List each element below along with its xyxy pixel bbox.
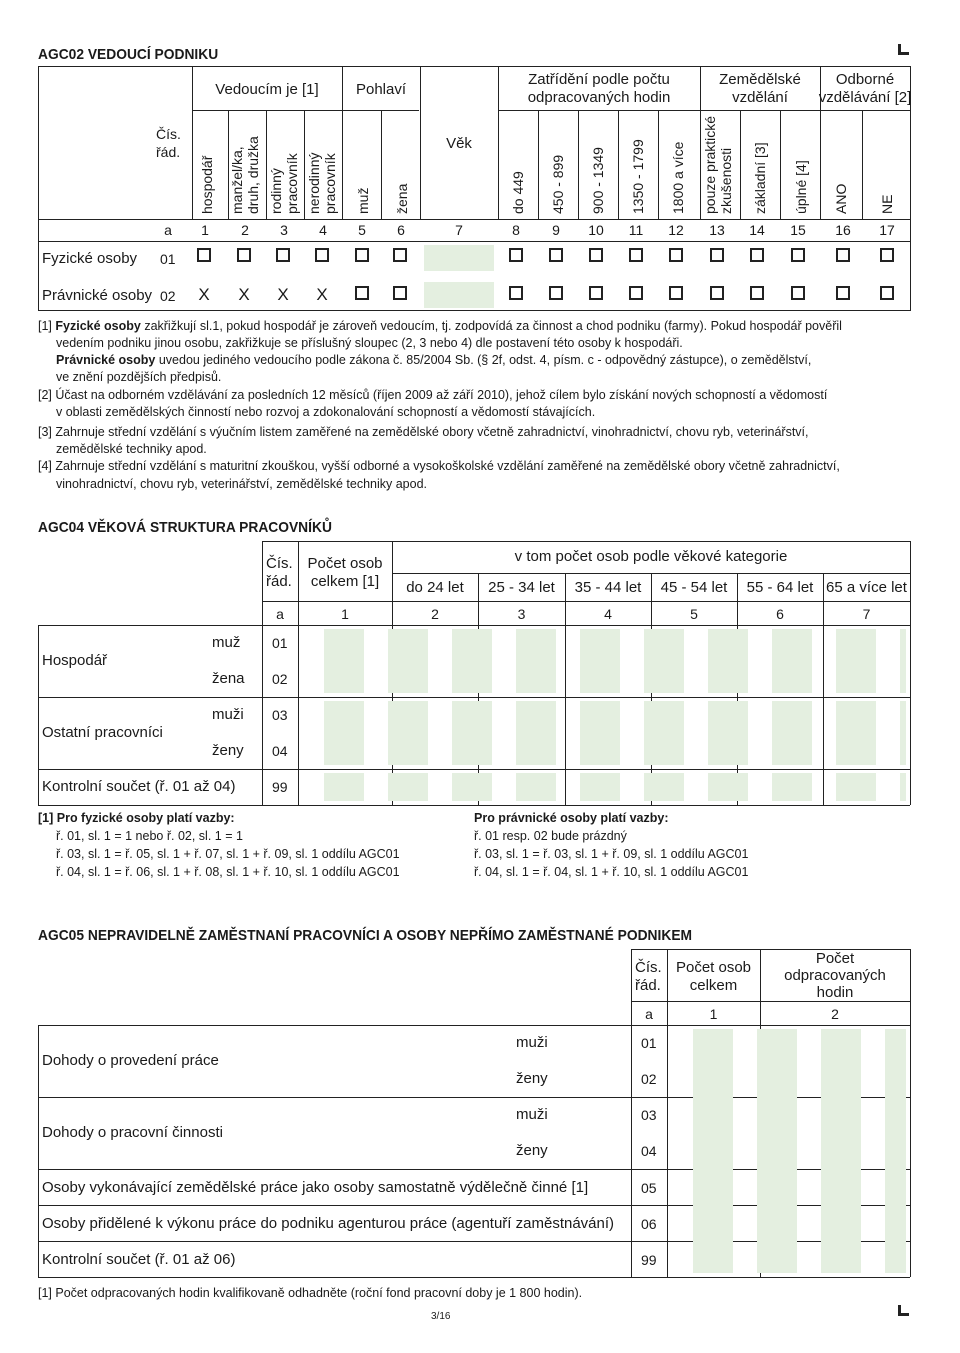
idx-1: 1 xyxy=(201,222,209,238)
agc05-cis-line1: Čís. xyxy=(635,959,662,976)
col-1350-1799: 1350 - 1799 xyxy=(630,139,646,214)
corner-mark-bottom xyxy=(898,1305,909,1316)
agc04-idx-a: a xyxy=(276,606,284,622)
note-1-line4: ve znění pozdějších předpisů. xyxy=(56,370,222,384)
idx-16: 16 xyxy=(835,222,851,238)
page-number: 3/16 xyxy=(431,1311,451,1322)
agc04-pra-title: Pro právnické osoby platí vazby: xyxy=(474,811,669,825)
note-2-line2: v oblasti zemědělských činností nebo rozvoj a zdokonalování schopností a vědomostí stávajících. xyxy=(56,405,596,419)
agc05-title: AGC05 NEPRAVIDELNĚ ZAMĚSTNANÍ PRACOVNÍCI A OSOBY NEPŘÍMO ZAMĚSTNANÉ PODNIKEM xyxy=(38,927,693,944)
checkbox-r02-c5[interactable] xyxy=(355,286,369,300)
checkbox-r01-c9[interactable] xyxy=(549,248,563,262)
checkbox-r01-c6[interactable] xyxy=(393,248,407,262)
agc04-title: AGC04 VĚKOVÁ STRUKTURA PRACOVNÍKŮ xyxy=(38,519,332,536)
agc04-idx-4: 4 xyxy=(604,606,612,622)
idx-6: 6 xyxy=(397,222,405,238)
corner-mark-top xyxy=(898,44,909,55)
idx-9: 9 xyxy=(552,222,560,238)
idx-2: 2 xyxy=(241,222,249,238)
note-4-line1: [4] Zahrnuje střední vzdělání s maturitní zkouškou, vyšší odborné a vysokoškolské vzdělání zaměřené na zemědělské obory včetně zahradnictví, xyxy=(38,459,840,473)
agc05-r99: 99 xyxy=(641,1252,657,1268)
agc05-agentura-label: Osoby přidělené k výkonu práce do podniku agenturou práce (agentuří zaměstnávání) xyxy=(42,1215,615,1232)
agc04-hospodar-label: Hospodář xyxy=(42,652,108,669)
agc04-cis-line1: Čís. xyxy=(266,555,293,572)
agc04-fyz-line2: ř. 03, sl. 1 = ř. 05, sl. 1 + ř. 07, sl. 1 + ř. 09, sl. 1 oddílu AGC01 xyxy=(56,847,400,861)
agc05-cis-line2: řád. xyxy=(635,977,661,994)
agc05-idx-a: a xyxy=(645,1006,653,1022)
col-nerodinny-line1: nerodinný xyxy=(306,152,322,214)
idx-5: 5 xyxy=(358,222,366,238)
agc04-vtom-header: v tom počet osob podle věkové kategorie xyxy=(514,548,788,565)
checkbox-r01-c8[interactable] xyxy=(509,248,523,262)
idx-4: 4 xyxy=(319,222,327,238)
checkbox-r02-c14[interactable] xyxy=(750,286,764,300)
agc04-age-col-6: 65 a více let xyxy=(826,579,907,596)
agc04-inputs-hospodar[interactable] xyxy=(302,629,906,693)
cis-rad-header-line1: Čís. xyxy=(156,126,181,142)
agc05-pocet-osob-line2: celkem xyxy=(689,977,738,994)
col-uplne: úplné [4] xyxy=(793,160,809,214)
vek-header: Věk xyxy=(446,135,472,152)
checkbox-r02-c9[interactable] xyxy=(549,286,563,300)
row-fyzicke-label: Fyzické osoby xyxy=(42,250,138,267)
agc05-dohody-provedeni: Dohody o provedení práce xyxy=(42,1052,219,1069)
checkbox-r01-c17[interactable] xyxy=(880,248,894,262)
checkbox-r01-c13[interactable] xyxy=(710,248,724,262)
agc05-muzi-1: muži xyxy=(516,1034,548,1051)
agc05-zeny-1: ženy xyxy=(516,1070,548,1087)
agc04-r02: 02 xyxy=(272,671,288,687)
agc04-age-col-5: 55 - 64 let xyxy=(746,579,814,596)
idx-14: 14 xyxy=(749,222,765,238)
x-mark-r02-c2: X xyxy=(238,285,250,304)
col-1800-vice: 1800 a více xyxy=(670,141,686,214)
agc04-pocet-line1: Počet osob xyxy=(307,555,383,572)
checkbox-r01-c1[interactable] xyxy=(197,248,211,262)
col-rodinny-line2: pracovník xyxy=(284,153,300,214)
agc05-r02: 02 xyxy=(641,1071,657,1087)
col-zena: žena xyxy=(394,183,410,214)
agc05-r03: 03 xyxy=(641,1107,657,1123)
col-muz: muž xyxy=(355,187,371,214)
col-nerodinny-line2: pracovník xyxy=(322,153,338,214)
agc04-idx-1: 1 xyxy=(341,606,349,622)
checkbox-r02-c12[interactable] xyxy=(669,286,683,300)
agc04-age-col-1: do 24 let xyxy=(406,579,464,596)
agc04-zena-label: žena xyxy=(212,670,245,687)
idx-12: 12 xyxy=(668,222,684,238)
idx-7: 7 xyxy=(455,222,463,238)
agc04-muzi-label: muži xyxy=(212,706,244,723)
checkbox-r01-c4[interactable] xyxy=(315,248,329,262)
agc04-idx-2: 2 xyxy=(431,606,439,622)
row-pravnicke-label: Právnické osoby xyxy=(42,287,153,304)
checkbox-r01-c15[interactable] xyxy=(791,248,805,262)
agc05-kontrolni-label: Kontrolní součet (ř. 01 až 06) xyxy=(42,1251,236,1268)
note-1-line1: [1] Fyzické osoby zakřižkují sl.1, pokud hospodář je zároveň vedoucím, tj. zodpovídá za činnost a chod podniku (farmy). Pokud hospodář pověřil xyxy=(38,319,842,333)
checkbox-r02-c16[interactable] xyxy=(836,286,850,300)
agc05-r01: 01 xyxy=(641,1035,657,1051)
agc04-age-col-2: 25 - 34 let xyxy=(488,579,555,596)
vek-input-row02[interactable] xyxy=(424,282,494,308)
agc05-r06: 06 xyxy=(641,1216,657,1232)
agc04-ostatni-label: Ostatní pracovníci xyxy=(42,724,163,741)
agc04-r01: 01 xyxy=(272,635,288,651)
idx-15: 15 xyxy=(790,222,806,238)
agc05-pocet-hod-line2: odpracovaných xyxy=(784,967,886,984)
checkbox-r01-c16[interactable] xyxy=(836,248,850,262)
checkbox-r01-c14[interactable] xyxy=(750,248,764,262)
group-zemedelske-header-line2: vzdělání xyxy=(732,89,788,106)
row-fyzicke-num: 01 xyxy=(160,251,176,267)
checkbox-r02-c11[interactable] xyxy=(629,286,643,300)
agc05-inputs[interactable] xyxy=(671,1029,906,1273)
col-manzel-line1: manžel/ka, xyxy=(229,146,245,214)
agc05-idx-1: 1 xyxy=(709,1006,718,1022)
agc04-r99: 99 xyxy=(272,779,288,795)
agc05-muzi-2: muži xyxy=(516,1106,548,1123)
group-vedouci-header: Vedoucím je [1] xyxy=(215,81,319,98)
agc04-fyz-title: [1] Pro fyzické osoby platí vazby: xyxy=(38,811,235,825)
idx-8: 8 xyxy=(512,222,520,238)
agc05-dohody-cinnosti: Dohody o pracovní činnosti xyxy=(42,1124,223,1141)
agc04-r04: 04 xyxy=(272,743,288,759)
vek-input-row01[interactable] xyxy=(424,245,494,271)
checkbox-r01-c5[interactable] xyxy=(355,248,369,262)
agc04-idx-3: 3 xyxy=(517,606,526,622)
x-mark-r02-c1: X xyxy=(198,285,210,304)
agc05-pocet-osob-line1: Počet osob xyxy=(675,959,752,976)
checkbox-r02-c15[interactable] xyxy=(791,286,805,300)
agc04-idx-6: 6 xyxy=(776,606,784,622)
note-4-line2: vinohradnictví, chovu ryb, veterinářství, zemědělské techniky apod. xyxy=(56,477,428,491)
checkbox-r01-c10[interactable] xyxy=(589,248,603,262)
row-pravnicke-num: 02 xyxy=(160,288,176,304)
agc04-muz-label: muž xyxy=(212,634,241,651)
checkbox-r02-c17[interactable] xyxy=(880,286,894,300)
agc05-pocet-hod-line3: hodin xyxy=(816,984,854,1001)
col-manzel-line2: druh, družka xyxy=(245,136,261,214)
agc04-cis-line2: řád. xyxy=(266,573,292,590)
agc04-pra-line1: ř. 01 resp. 02 bude prázdný xyxy=(474,829,627,843)
idx-a: a xyxy=(164,222,172,238)
agc05-osvc-label: Osoby vykonávající zemědělské práce jako osoby samostatně výdělečně činné [1] xyxy=(42,1179,589,1196)
checkbox-r01-c3[interactable] xyxy=(276,248,290,262)
note-3-line1: [3] Zahrnuje střední vzdělání s výučním listem zaměřené na zemědělské obory včetně zahradnictví, vinohradnictví, chovu ryb, veterinářství, xyxy=(38,425,809,439)
idx-17: 17 xyxy=(879,222,895,238)
idx-11: 11 xyxy=(628,222,644,238)
cis-rad-header-line2: řád. xyxy=(156,144,181,160)
agc04-kontrolni-label: Kontrolní součet (ř. 01 až 04) xyxy=(42,778,236,795)
group-zemedelske-header-line1: Zemědělské xyxy=(719,71,801,88)
agc05-r05: 05 xyxy=(641,1180,657,1196)
agc04-input-kontrolni[interactable] xyxy=(302,773,906,801)
agc05-r04: 04 xyxy=(641,1143,657,1159)
note-1-line3: Právnické osoby uvedou jediného vedoucího podle zákona č. 85/2004 Sb. (§ 2f, odst. 4, písm. c - odpovědný zástupce), o zemědělství, xyxy=(56,353,812,367)
agc04-age-col-3: 35 - 44 let xyxy=(574,579,642,596)
idx-3: 3 xyxy=(280,222,288,238)
group-odborne-header-line1: Odborné xyxy=(835,71,895,88)
idx-13: 13 xyxy=(709,222,725,238)
note-3-line2: zemědělské techniky apod. xyxy=(56,442,207,456)
col-pouze-line1: pouze praktické xyxy=(702,115,718,214)
group-pohlavi-header: Pohlaví xyxy=(355,81,407,98)
agc05-zeny-2: ženy xyxy=(516,1142,548,1159)
agc04-fyz-line3: ř. 04, sl. 1 = ř. 06, sl. 1 + ř. 08, sl. 1 + ř. 10, sl. 1 oddílu AGC01 xyxy=(56,865,400,879)
checkbox-r02-c13[interactable] xyxy=(710,286,724,300)
agc04-idx-7: 7 xyxy=(862,606,871,622)
agc04-pra-line2: ř. 03, sl. 1 = ř. 03, sl. 1 + ř. 09, sl. 1 oddílu AGC01 xyxy=(474,847,749,861)
col-hospodar: hospodář xyxy=(199,155,215,214)
col-450-899: 450 - 899 xyxy=(550,154,566,214)
group-zatrideni-header-line1: Zatřídění podle počtu xyxy=(528,71,670,88)
checkbox-r01-c12[interactable] xyxy=(669,248,683,262)
agc04-pra-line3: ř. 04, sl. 1 = ř. 04, sl. 1 + ř. 10, sl. 1 oddílu AGC01 xyxy=(474,865,749,879)
note-1-line2: vedením podniku jinou osobu, zakřižkuje se příslušný sloupec (2, 3 nebo 4) dle postavení této osoby k hospodáři. xyxy=(56,336,683,350)
col-ano: ANO xyxy=(833,183,849,214)
x-mark-r02-c4: X xyxy=(316,285,328,304)
col-zakladni: základní [3] xyxy=(752,142,768,214)
col-ne: NE xyxy=(879,194,895,214)
x-mark-r02-c3: X xyxy=(277,285,289,304)
agc04-fyz-line1: ř. 01, sl. 1 = 1 nebo ř. 02, sl. 1 = 1 xyxy=(56,829,243,843)
checkbox-r01-c2[interactable] xyxy=(237,248,251,262)
note-2-line1: [2] Účast na odborném vzdělávání za posledních 12 měsíců (říjen 2009 až září 2010), jehož cílem bylo získání nových schopností a vědomostí xyxy=(38,388,828,402)
agc05-pocet-hod-line1: Počet xyxy=(815,950,855,967)
checkbox-r02-c10[interactable] xyxy=(589,286,603,300)
idx-10: 10 xyxy=(588,222,604,238)
checkbox-r01-c11[interactable] xyxy=(629,248,643,262)
agc05-idx-2: 2 xyxy=(831,1006,839,1022)
agc05-footnote: [1] Počet odpracovaných hodin kvalifikovaně odhadněte (roční fond pracovní doby je 1 800 hodin). xyxy=(38,1286,583,1300)
agc04-r03: 03 xyxy=(272,707,288,723)
agc04-idx-5: 5 xyxy=(690,606,698,622)
agc04-zeny-label: ženy xyxy=(212,742,244,759)
col-900-1349: 900 - 1349 xyxy=(590,147,606,214)
group-odborne-header-line2: vzdělávání [2] xyxy=(818,89,912,106)
group-zatrideni-header-line2: odpracovaných hodin xyxy=(527,89,671,106)
checkbox-r02-c8[interactable] xyxy=(509,286,523,300)
col-do449: do 449 xyxy=(510,171,526,214)
agc04-age-col-4: 45 - 54 let xyxy=(660,579,728,596)
col-pouze-line2: zkušenosti xyxy=(718,147,734,214)
col-rodinny-line1: rodinný xyxy=(268,168,284,214)
agc04-pocet-line2: celkem [1] xyxy=(310,573,380,590)
agc04-inputs-ostatni[interactable] xyxy=(302,701,906,765)
checkbox-r02-c6[interactable] xyxy=(393,286,407,300)
agc02-title: AGC02 VEDOUCÍ PODNIKU xyxy=(38,46,219,63)
